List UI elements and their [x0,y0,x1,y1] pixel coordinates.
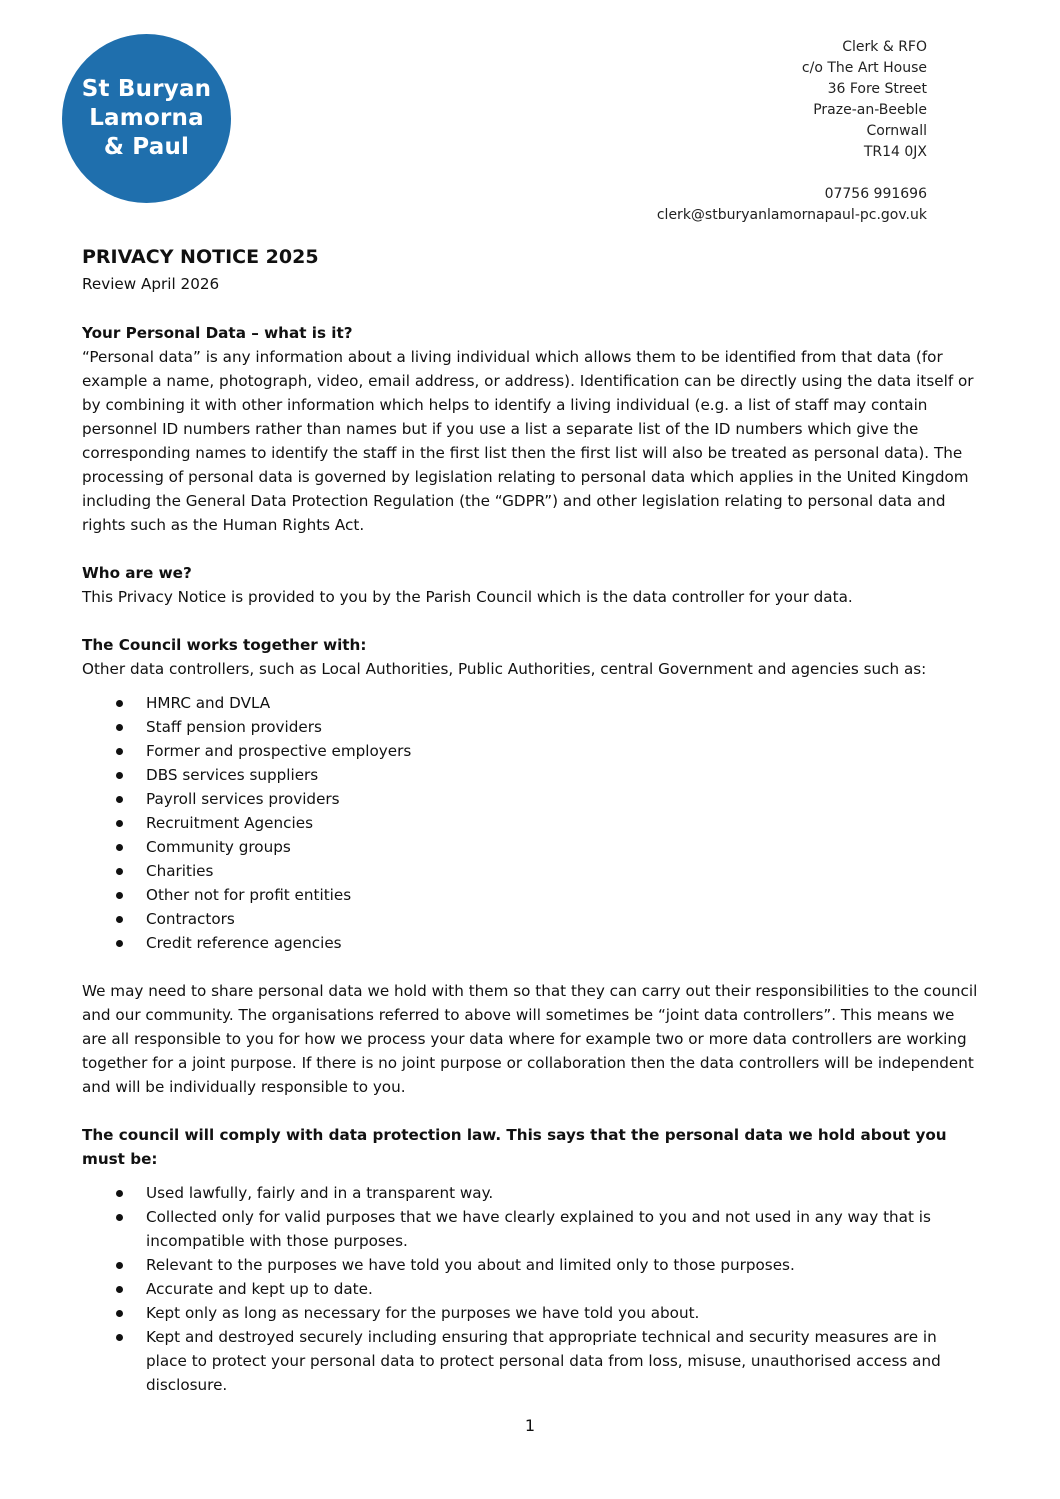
list-item: Payroll services providers [82,787,982,811]
section-heading: Your Personal Data – what is it? [82,324,353,342]
list-item: Other not for profit entities [82,883,982,907]
list-item: Contractors [82,907,982,931]
section-who-are-we [82,561,982,609]
list-item: Relevant to the purposes we have told you about and limited only to those purposes. [82,1253,982,1277]
section-heading: The Council works together with: [82,636,367,654]
address-line: Cornwall [866,123,927,139]
list-item: Recruitment Agencies [82,811,982,835]
address-block [657,37,927,226]
list-item: Kept only as long as necessary for the purposes we have told you about. [82,1301,982,1325]
address-line: Clerk & RFO [842,39,927,55]
section-compliance [82,1123,982,1397]
partner-list [82,691,982,955]
document-body [82,243,982,1397]
page-number: 1 [524,1416,536,1435]
address-spacer [657,163,927,184]
council-logo [62,34,231,203]
list-item: Former and prospective employers [82,739,982,763]
list-item: Collected only for valid purposes that we have clearly explained to you and not used in any way that is incompatible with those purposes. [82,1205,982,1253]
list-item: DBS services suppliers [82,763,982,787]
logo-line-2: Lamorna [89,105,204,131]
list-item: Credit reference agencies [82,931,982,955]
address-line: Praze-an-Beeble [813,102,927,118]
phone-number: 07756 991696 [824,186,927,202]
list-item: Used lawfully, fairly and in a transparent way. [82,1181,982,1205]
address-line: c/o The Art House [801,60,927,76]
list-item: Community groups [82,835,982,859]
list-item: Kept and destroyed securely including ensuring that appropriate technical and security measures are in place to protect your personal data to protect personal data from loss, misuse, unauthorised access and disclosure. [82,1325,982,1397]
address-line: 36 Fore Street [827,81,927,97]
section-paragraph: Other data controllers, such as Local Authorities, Public Authorities, central Government and agencies such as: [82,660,927,678]
logo-line-3: & Paul [103,134,190,160]
email-address: clerk@stburyanlamornapaul-pc.gov.uk [656,207,927,223]
section-paragraph: “Personal data” is any information about a living individual which allows them to be identified from that data (for example a name, photograph, video, email address, or address). Identification can be directly using the data itself or by combining it with other information which helps to identify a living individual (e.g. a list of staff may contain personnel ID numbers rather than names but if you use a list a separate list of the ID numbers which give the corresponding names to identify the staff in the first list then the first list will also be treated as personal data). The processing of personal data is governed by legislation relating to personal data which applies in the United Kingdom including the General Data Protection Regulation (the “GDPR”) and other legislation relating to personal data and rights such as the Human Rights Act. [82,348,974,534]
address-line: TR14 0JX [863,144,927,160]
section-heading: The council will comply with data protection law. This says that the personal data we hold about you must be: [82,1126,947,1168]
principles-list [82,1181,982,1397]
section-paragraph: This Privacy Notice is provided to you by the Parish Council which is the data controller for your data. [82,588,853,606]
logo-line-1: St Buryan [81,76,212,102]
section-heading: Who are we? [82,564,192,582]
list-item: Accurate and kept up to date. [82,1277,982,1301]
list-item: HMRC and DVLA [82,691,982,715]
document-title: PRIVACY NOTICE 2025 [82,246,319,268]
review-date: Review April 2026 [82,275,220,293]
section-paragraph: We may need to share personal data we hold with them so that they can carry out their responsibilities to the council and our community. The organisations referred to above will sometimes be “joint data controllers”. This means we are all responsible to you for how we process your data where for example two or more data controllers are working together for a joint purpose. If there is no joint purpose or collaboration then the data controllers will be independent and will be individually responsible to you. [82,982,978,1096]
section-personal-data [82,321,982,537]
section-works-together [82,633,982,1099]
list-item: Staff pension providers [82,715,982,739]
list-item: Charities [82,859,982,883]
